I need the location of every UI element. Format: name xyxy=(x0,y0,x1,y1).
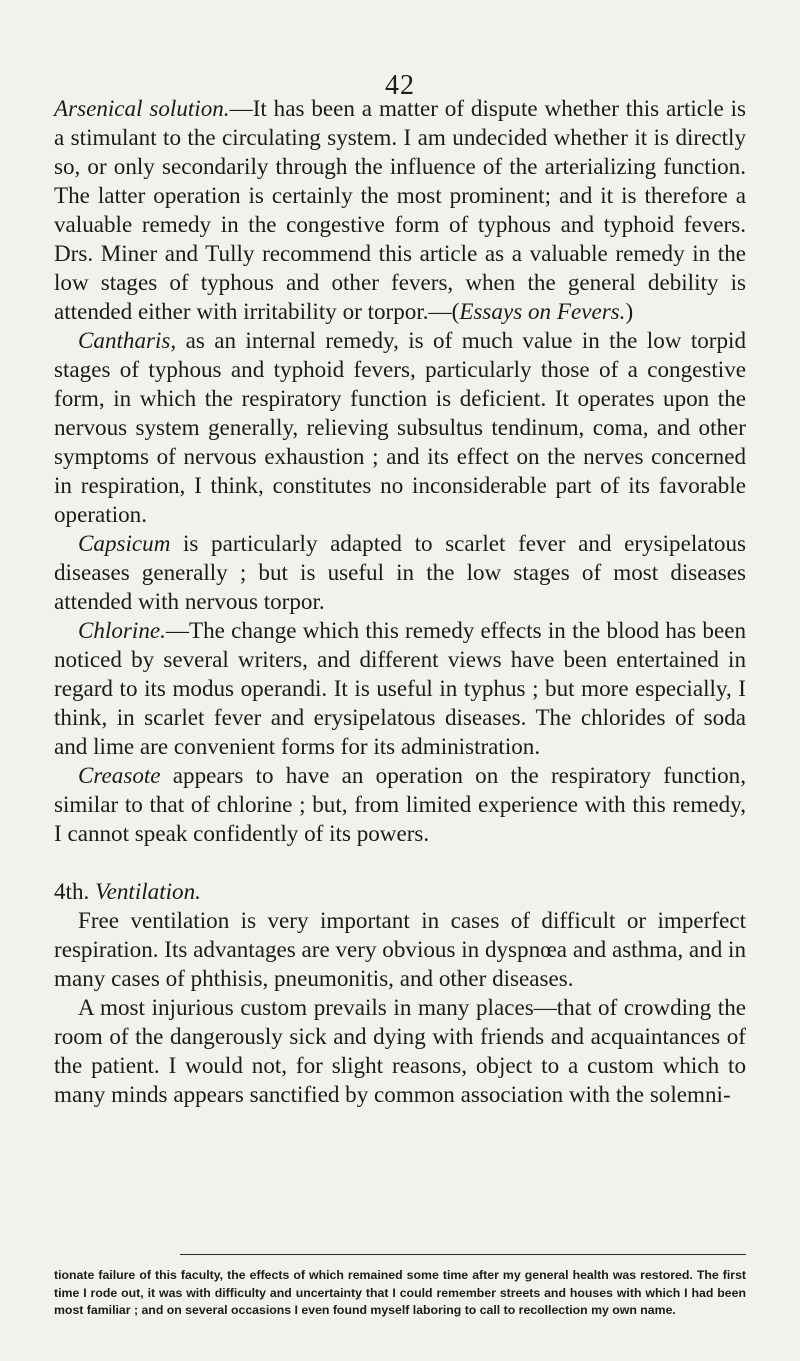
footnote-divider xyxy=(180,1254,746,1255)
paragraph-text: is particularly adapted to scarlet fever and erysipelatous diseases generally ; but is useful in the low stages of most diseases attended with nervous torpor. xyxy=(54,530,746,614)
paragraph-text: appears to have an operation on the respiratory function, similar to that of chlorine ; but, from limited experience with this remedy, I cannot speak confidently of its powers. xyxy=(54,762,746,846)
paragraph-text: as an internal remedy, is of much value in the low torpid stages of typhous and typhoid fevers, particularly those of a congestive form, in which the respiratory function is deficient. It operates upon the nervous system generally, relieving subsultus tendinum, coma, and other symptoms of nervous exhaustion ; and its effect on the nerves concerned in respiration, I think, constitutes no inconsiderable part of its favorable operation. xyxy=(54,327,746,527)
paragraph-lead: Capsicum xyxy=(78,530,171,556)
section-heading xyxy=(54,877,746,906)
paragraph-capsicum xyxy=(54,529,746,616)
paragraph-creasote xyxy=(54,761,746,848)
paragraph-cantharis xyxy=(54,326,746,529)
paragraph-text: —The change which this remedy effects in the blood has been noticed by several writers, and different views have been entertained in regard to its modus operandi. It is useful in typhus ; but more especially, I think, in scarlet fever and erysipelatous diseases. The chlorides of soda and lime are convenient forms for its administration. xyxy=(54,617,746,759)
paragraph-lead: Creasote xyxy=(78,762,161,788)
footnote: tionate failure of this faculty, the effects of which remained some time after my general health was restored. The first time I rode out, it was with difficulty and uncertainty that I could remember streets and houses with which I had been most familiar ; and on several occasions I even found myself laboring to call to recollection my own name. xyxy=(54,1268,746,1317)
paragraph-lead: Chlorine. xyxy=(78,617,166,643)
paragraph-chlorine xyxy=(54,616,746,761)
paragraph-injurious-custom: A most injurious custom prevails in many places—that of crowding the room of the dangerously sick and dying with friends and acquaintances of the patient. I would not, for slight reasons, object to a custom which to many minds appears sanctified by common association with the solemni- xyxy=(54,994,746,1107)
citation: Essays on Fevers. xyxy=(459,298,626,324)
paragraph-arsenical-solution xyxy=(54,94,746,326)
citation-close: ) xyxy=(625,298,634,324)
paragraph-free-ventilation: Free ventilation is very important in cases of difficult or imperfect respiration. Its advantages are very obvious in dyspnœa and asthma, and in many cases of phthisis, pneumonitis, and other diseases. xyxy=(54,907,746,991)
paragraph-text: —It has been a matter of dispute whether this article is a stimulant to the circulating system. I am undecided whether it is directly so, or only secondarily through the influence of the arterializing function. The latter operation is certainly the most prominent; and it is therefore a valuable remedy in the congestive form of typhous and typhoid fevers. Drs. Miner and Tully recommend this article as a valuable remedy in the low stages of typhous and other fevers, when the general debility is attended either with irritability or torpor.—( xyxy=(54,95,746,324)
section-title: Ventilation. xyxy=(95,878,201,904)
paragraph-lead: Arsenical solution. xyxy=(54,95,230,121)
body-text xyxy=(54,94,746,1109)
section-number: 4th. xyxy=(54,878,90,904)
paragraph-lead: Cantharis, xyxy=(78,327,177,353)
page-number: 42 xyxy=(385,70,415,101)
